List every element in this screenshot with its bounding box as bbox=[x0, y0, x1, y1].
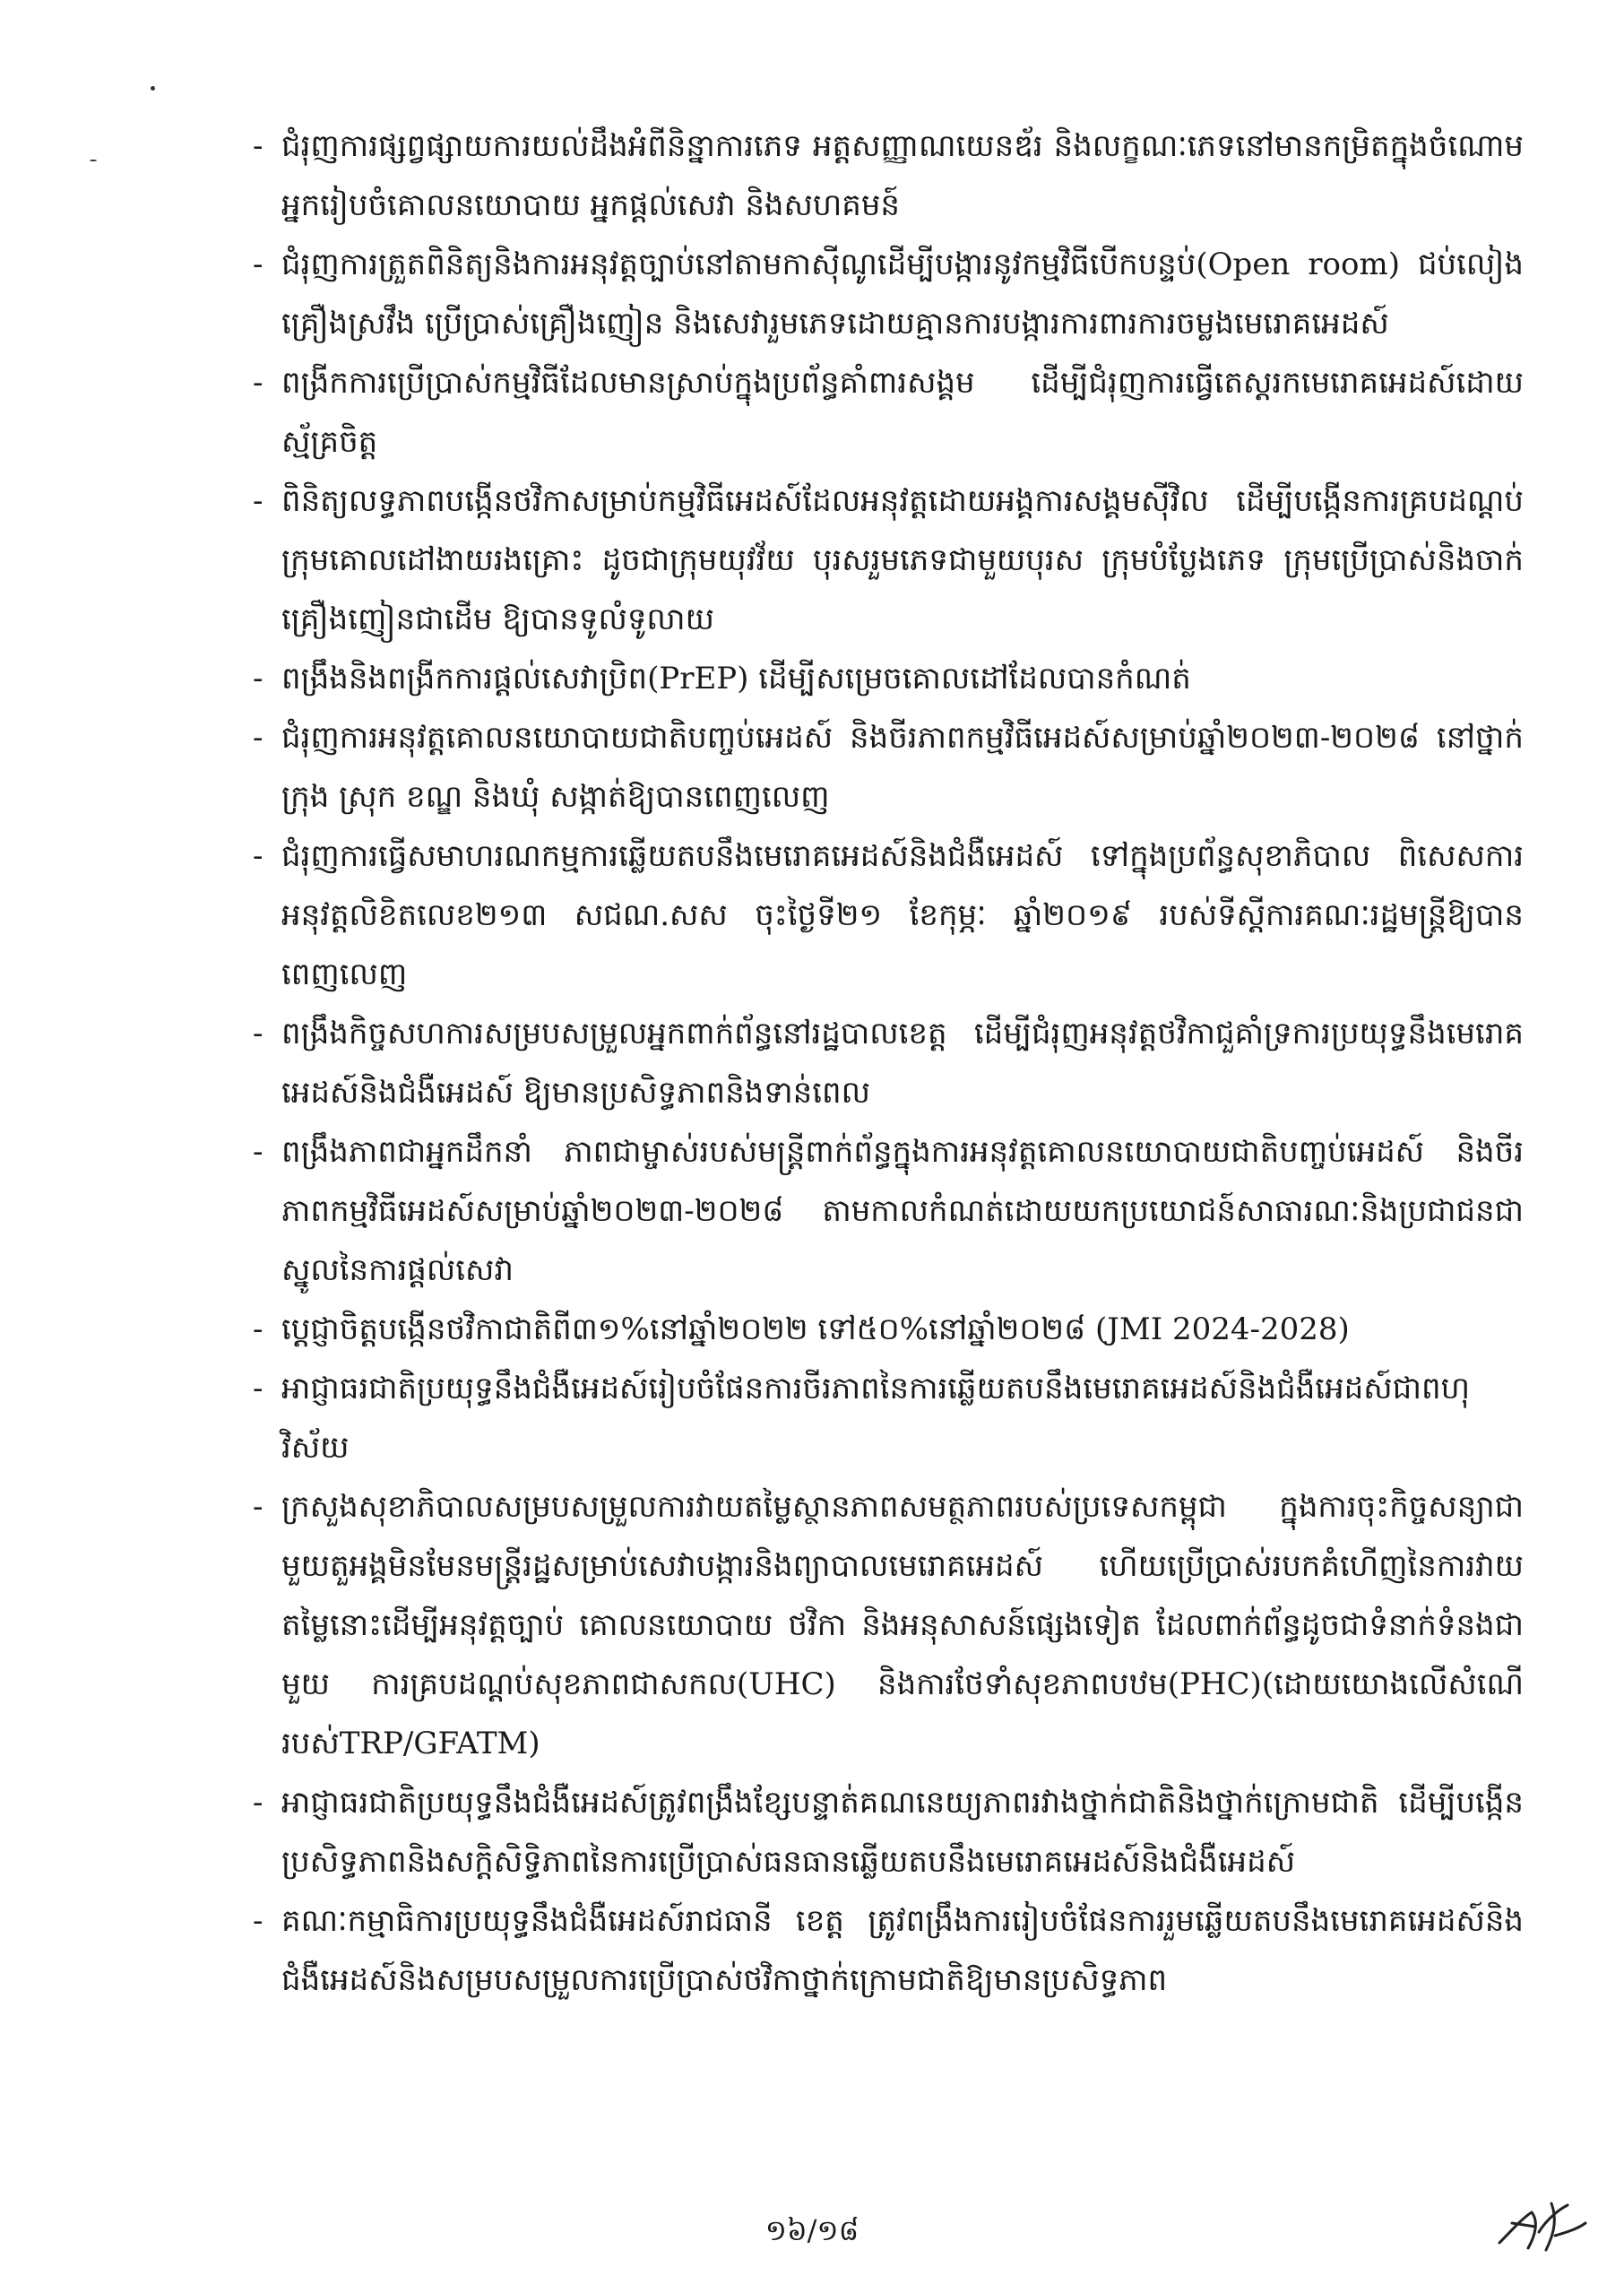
list-item bbox=[253, 1477, 1524, 1773]
bullet-dash: - bbox=[253, 1903, 263, 1939]
bullet-dash: - bbox=[253, 720, 263, 756]
list-item-text: ក្រសួងសុខាភិបាលសម្របសម្រួលការវាយតម្លៃស្ថានភាពសមត្ថភាពរបស់ប្រទេសកម្ពុជា ក្នុងការចុះកិច្ចសន្យាជាមួយតួអង្គមិនមែនមន្ត្រីរដ្ឋសម្រាប់សេវាបង្ការនិងព្យាបាលមេរោគអេដស៍ ហើយប្រើប្រាស់របកគំហើញនៃការវាយតម្លៃនោះដើម្បីអនុវត្តច្បាប់ គោលនយោបាយ ថវិកា និងអនុសាសន៍ផ្សេងទៀត ដែលពាក់ព័ន្ធដូចជាទំនាក់ទំនងជាមួយ ការគ្របដណ្តប់សុខភាពជាសកល(UHC) និងការថែទាំសុខភាពបឋម(PHC)(ដោយយោងលើសំណើរបស់TRP/GFATM) bbox=[281, 1489, 1524, 1761]
list-item-text: អាជ្ញាធរជាតិប្រយុទ្ធនឹងជំងឺអេដស៍រៀបចំផែនការចីរភាពនៃការឆ្លើយតបនឹងមេរោគអេដស៍និងជំងឺអេដស៍ជាពហុវិស័យ bbox=[281, 1371, 1470, 1466]
list-item bbox=[253, 1300, 1524, 1359]
list-item bbox=[253, 1359, 1524, 1477]
list-item-text: ពង្រឹងភាពជាអ្នកដឹកនាំ ភាពជាម្ចាស់របស់មន្ត្រីពាក់ព័ន្ធក្នុងការអនុវត្តគោលនយោបាយជាតិបញ្ចប់អេដស៍ និងចីរភាពកម្មវិធីអេដស៍សម្រាប់ឆ្នាំ២០២៣-២០២៨ តាមកាលកំណត់ដោយយកប្រយោជន៍សាធារណៈនិងប្រជាជនជាស្នូលនៃការផ្តល់សេវា bbox=[281, 1134, 1524, 1288]
list-item-text: ពិនិត្យលទ្ធភាពបង្កើនថវិកាសម្រាប់កម្មវិធីអេដស៍ដែលអនុវត្តដោយអង្គការសង្គមស៊ីវិល ដើម្បីបង្កើនការគ្របដណ្តប់ក្រុមគោលដៅងាយរងគ្រោះ ដូចជាក្រុមយុវវ័យ បុរសរួមភេទជាមួយបុរស ក្រុមបំប្លែងភេទ ក្រុមប្រើប្រាស់និងចាក់គ្រឿងញៀនជាដើម ឱ្យបានទូលំទូលាយ bbox=[281, 483, 1524, 637]
list-item-text: ជំរុញការផ្សព្វផ្សាយការយល់ដឹងអំពីនិន្នាការភេទ អត្តសញ្ញាណយេនឌ័រ និងលក្ខណៈភេទនៅមានកម្រិតក្នុងចំណោមអ្នករៀបចំគោលនយោបាយ អ្នកផ្តល់សេវា និងសហគមន៍ bbox=[281, 128, 1524, 223]
list-item-text: ប្តេជ្ញាចិត្តបង្កើនថវិកាជាតិពី៣១%នៅឆ្នាំ២០២២ ទៅ៥០%នៅឆ្នាំ២០២៨ (JMI 2024-2028) bbox=[281, 1311, 1350, 1347]
bullet-dash: - bbox=[253, 1311, 263, 1347]
bullet-dash: - bbox=[253, 483, 263, 519]
list-item-text: ពង្រឹងនិងពង្រីកការផ្តល់សេវាប្រិព(PrEP) ដើម្បីសម្រេចគោលដៅដែលបានកំណត់ bbox=[281, 661, 1191, 697]
list-item bbox=[253, 117, 1524, 235]
bullet-dash: - bbox=[253, 1134, 263, 1170]
bullet-dash: - bbox=[253, 1785, 263, 1821]
bullet-list bbox=[253, 117, 1524, 2010]
list-item-text: ជំរុញការត្រួតពិនិត្យនិងការអនុវត្តច្បាប់នៅតាមកាស៊ីណូដើម្បីបង្ការនូវកម្មវិធីបើកបន្ទប់(Open room) ជប់លៀងគ្រឿងស្រវឹង ប្រើប្រាស់គ្រឿងញៀន និងសេវារួមភេទដោយគ្មានការបង្ការការពារការចម្លងមេរោគអេដស៍ bbox=[281, 247, 1524, 342]
bullet-dash: - bbox=[253, 838, 263, 874]
bullet-dash: - bbox=[253, 247, 263, 282]
list-item bbox=[253, 1004, 1524, 1122]
list-item-text: ជំរុញការធ្វើសមាហរណកម្មការឆ្លើយតបនឹងមេរោគអេដស៍និងជំងឺអេដស៍ ទៅក្នុងប្រព័ន្ធសុខាភិបាល ពិសេសការអនុវត្តលិខិតលេខ២១៣ សជណ.សស ចុះថ្ងៃទី២១ ខែកុម្ភៈ ឆ្នាំ២០១៩ របស់ទីស្តីការគណៈរដ្ឋមន្ត្រីឱ្យបានពេញលេញ bbox=[281, 838, 1524, 992]
list-item bbox=[253, 826, 1524, 1004]
list-item bbox=[253, 649, 1524, 708]
list-item-text: អាជ្ញាធរជាតិប្រយុទ្ធនឹងជំងឺអេដស៍ត្រូវពង្រឹងខ្សែបន្ទាត់គណនេយ្យភាពរវាងថ្នាក់ជាតិនិងថ្នាក់ក្រោមជាតិ ដើម្បីបង្កើនប្រសិទ្ធភាពនិងសក្តិសិទ្ធិភាពនៃការប្រើប្រាស់ធនធានឆ្លើយតបនឹងមេរោគអេដស៍និងជំងឺអេដស៍ bbox=[281, 1785, 1524, 1880]
list-item bbox=[253, 1891, 1524, 2010]
bullet-dash: - bbox=[253, 128, 263, 164]
list-item-text: គណៈកម្មាធិការប្រយុទ្ធនឹងជំងឺអេដស៍រាជធានី ខេត្ត ត្រូវពង្រឹងការរៀបចំផែនការរួមឆ្លើយតបនឹងមេរោគអេដស៍និងជំងឺអេដស៍និងសម្របសម្រួលការប្រើប្រាស់ថវិកាថ្នាក់ក្រោមជាតិឱ្យមានប្រសិទ្ធភាព bbox=[281, 1903, 1524, 1998]
list-item-text: ជំរុញការអនុវត្តគោលនយោបាយជាតិបញ្ចប់អេដស៍ និងចីរភាពកម្មវិធីអេដស៍សម្រាប់ឆ្នាំ២០២៣-២០២៨ នៅថ្នាក់ក្រុង ស្រុក ខណ្ឌ និងឃុំ សង្កាត់ឱ្យបានពេញលេញ bbox=[281, 720, 1524, 815]
scan-speck bbox=[151, 86, 155, 91]
list-item bbox=[253, 708, 1524, 826]
bullet-dash: - bbox=[253, 365, 263, 401]
list-item bbox=[253, 1773, 1524, 1891]
list-item-text: ពង្រឹងកិច្ចសហការសម្របសម្រួលអ្នកពាក់ព័ន្ធនៅរដ្ឋបាលខេត្ត ដើម្បីជំរុញអនុវត្តថវិកាជួគាំទ្រការប្រយុទ្ធនឹងមេរោគអេដស៍និងជំងឺអេដស៍ ឱ្យមានប្រសិទ្ធភាពនិងទាន់ពេល bbox=[281, 1016, 1524, 1111]
bullet-dash: - bbox=[253, 661, 263, 697]
bullet-dash: - bbox=[253, 1371, 263, 1406]
list-item bbox=[253, 235, 1524, 353]
bullet-dash: - bbox=[253, 1016, 263, 1051]
signature-initials bbox=[1492, 2196, 1591, 2259]
page-number: ១៦/១៨ bbox=[764, 2213, 860, 2247]
list-item bbox=[253, 472, 1524, 649]
bullet-dash: - bbox=[253, 1489, 263, 1525]
list-item bbox=[253, 1122, 1524, 1300]
list-item bbox=[253, 353, 1524, 472]
list-item-text: ពង្រីកការប្រើប្រាស់កម្មវិធីដែលមានស្រាប់ក្នុងប្រព័ន្ធគាំពារសង្គម ដើម្បីជំរុញការធ្វើតេស្តរកមេរោគអេដស៍ដោយស្ម័គ្រចិត្ត bbox=[281, 365, 1524, 460]
scan-speck bbox=[90, 160, 97, 161]
